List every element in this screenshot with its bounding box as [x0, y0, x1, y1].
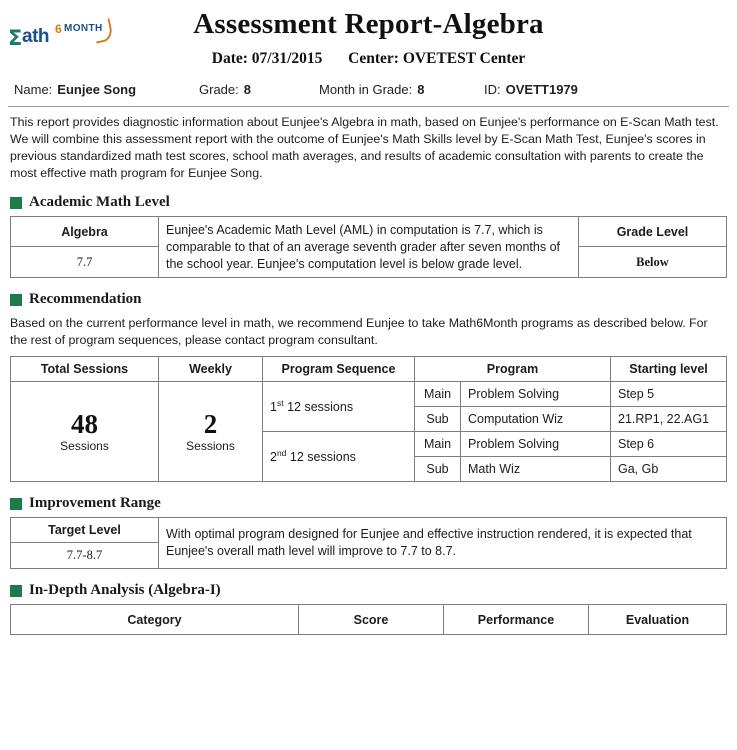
weekly-header: Weekly: [159, 357, 263, 382]
total-sessions-value: 48: [71, 409, 98, 440]
sequence-1-sessions: 12 sessions: [287, 400, 354, 415]
analysis-category-header: Category: [11, 605, 299, 635]
swoosh-icon: [92, 18, 114, 43]
sequence-1-label: [263, 382, 415, 432]
academic-score-value: 7.7: [11, 247, 159, 278]
sequence-1-row-2-program: Computation Wiz: [461, 407, 611, 432]
section-academic-math-level: [10, 194, 737, 211]
section-title-recommendation: Recommendation: [29, 291, 142, 308]
in-depth-analysis-table: [10, 604, 727, 635]
sequence-2-ordinal: 2: [270, 450, 277, 465]
academic-math-level-table: [10, 216, 727, 278]
sequence-1-row-2-type: Sub: [415, 407, 461, 432]
recommendation-table: [10, 356, 727, 482]
intro-paragraph: This report provides diagnostic information about Eunjee's Algebra in math, based on Eunjee's performance on E-Scan Math test. We will combine this assessment report with the outcome of Eunjee's Math Skills level by E-Scan Math Test, Eunjee's scores in previous standardized math test scores, school math averages, and results of academic consultation with parents to create the most effective math program for Eunjee Song.: [10, 115, 719, 180]
table-row: [11, 605, 727, 635]
student-info-row: [0, 82, 737, 97]
sequence-1-ordinal: 1: [270, 400, 277, 415]
section-bullet-icon: [10, 498, 22, 510]
table-row: [11, 217, 727, 247]
table-row: [11, 518, 727, 543]
improvement-description: With optimal program designed for Eunjee and effective instruction rendered, it is expected that Eunjee's overall math level will improve to 7.7 to 8.7.: [159, 518, 727, 569]
analysis-score-header: Score: [299, 605, 444, 635]
sequence-2-row-1-type: Main: [415, 432, 461, 457]
program-header: Program: [415, 357, 611, 382]
grade-value: 8: [243, 82, 251, 97]
section-title-indepth: In-Depth Analysis (Algebra-I): [29, 582, 221, 599]
sequence-1-row-2-level: 21.RP1, 22.AG1: [611, 407, 727, 432]
student-id: [484, 82, 578, 97]
logo-text-ath: ath: [22, 26, 49, 47]
algebra-header: Algebra: [11, 217, 159, 247]
academic-description: Eunjee's Academic Math Level (AML) in computation is 7.7, which is comparable to that of an average seventh grader after seven months of the school year. Eunjee's computation level is below grade level.: [159, 217, 579, 278]
sequence-1-ordinal-suffix: st: [276, 398, 284, 409]
grade-label: Grade:: [199, 82, 239, 97]
table-row: [11, 357, 727, 382]
section-bullet-icon: [10, 585, 22, 597]
student-grade: [199, 82, 319, 97]
name-label: Name:: [14, 82, 53, 97]
sigma-icon: Σ: [8, 26, 23, 50]
section-bullet-icon: [10, 197, 22, 209]
section-improvement-range: [10, 495, 737, 512]
analysis-performance-header: Performance: [444, 605, 589, 635]
sequence-2-sessions: 12 sessions: [289, 450, 356, 465]
grade-level-header: Grade Level: [579, 217, 727, 247]
target-level-header: Target Level: [11, 518, 159, 543]
target-level-value: 7.7-8.7: [11, 543, 159, 569]
program-sequence-header: Program Sequence: [263, 357, 415, 382]
analysis-evaluation-header: Evaluation: [589, 605, 727, 635]
page-title: Assessment Report-Algebra: [193, 8, 544, 40]
recommendation-note: Based on the current performance level in math, we recommend Eunjee to take Math6Month programs as described below. For the rest of program sequences, please contact program consultant.: [10, 316, 708, 348]
total-sessions-cell: [11, 382, 159, 482]
sequence-2-row-2-program: Math Wiz: [461, 457, 611, 482]
name-value: Eunjee Song: [57, 82, 137, 97]
month-label: Month in Grade:: [319, 82, 413, 97]
sequence-2-label: [263, 432, 415, 482]
sequence-1-row-1-type: Main: [415, 382, 461, 407]
starting-level-header: Starting level: [611, 357, 727, 382]
student-name: [14, 82, 199, 97]
improvement-range-table: [10, 517, 727, 569]
id-label: ID:: [484, 82, 501, 97]
sequence-2-ordinal-suffix: nd: [276, 448, 287, 459]
sequence-1-row-1-program: Problem Solving: [461, 382, 611, 407]
month-value: 8: [417, 82, 425, 97]
logo-text-six: 6: [55, 22, 62, 36]
sequence-1-row-1-level: Step 5: [611, 382, 727, 407]
date-value: 07/31/2015: [251, 50, 323, 67]
total-sessions-header: Total Sessions: [11, 357, 159, 382]
sequence-2-row-1-level: Step 6: [611, 432, 727, 457]
weekly-unit: Sessions: [186, 438, 235, 453]
section-title-improvement: Improvement Range: [29, 495, 161, 512]
section-recommendation: [10, 291, 737, 308]
id-value: OVETT1979: [505, 82, 578, 97]
table-row: [11, 382, 727, 407]
center-value: OVETEST Center: [402, 50, 526, 67]
section-bullet-icon: [10, 294, 22, 306]
student-month-in-grade: [319, 82, 484, 97]
sequence-2-row-1-program: Problem Solving: [461, 432, 611, 457]
section-in-depth-analysis: [10, 582, 737, 599]
date-label: Date:: [211, 50, 248, 67]
section-title-academic: Academic Math Level: [29, 194, 170, 211]
grade-level-value: Below: [579, 247, 727, 278]
sequence-2-row-2-type: Sub: [415, 457, 461, 482]
weekly-sessions-cell: [159, 382, 263, 482]
weekly-value: 2: [203, 409, 218, 440]
logo-text-month: MONTH: [64, 23, 103, 34]
total-sessions-unit: Sessions: [60, 438, 109, 453]
sequence-2-row-2-level: Ga, Gb: [611, 457, 727, 482]
center-label: Center:: [348, 50, 399, 67]
math6month-logo: [8, 18, 128, 58]
